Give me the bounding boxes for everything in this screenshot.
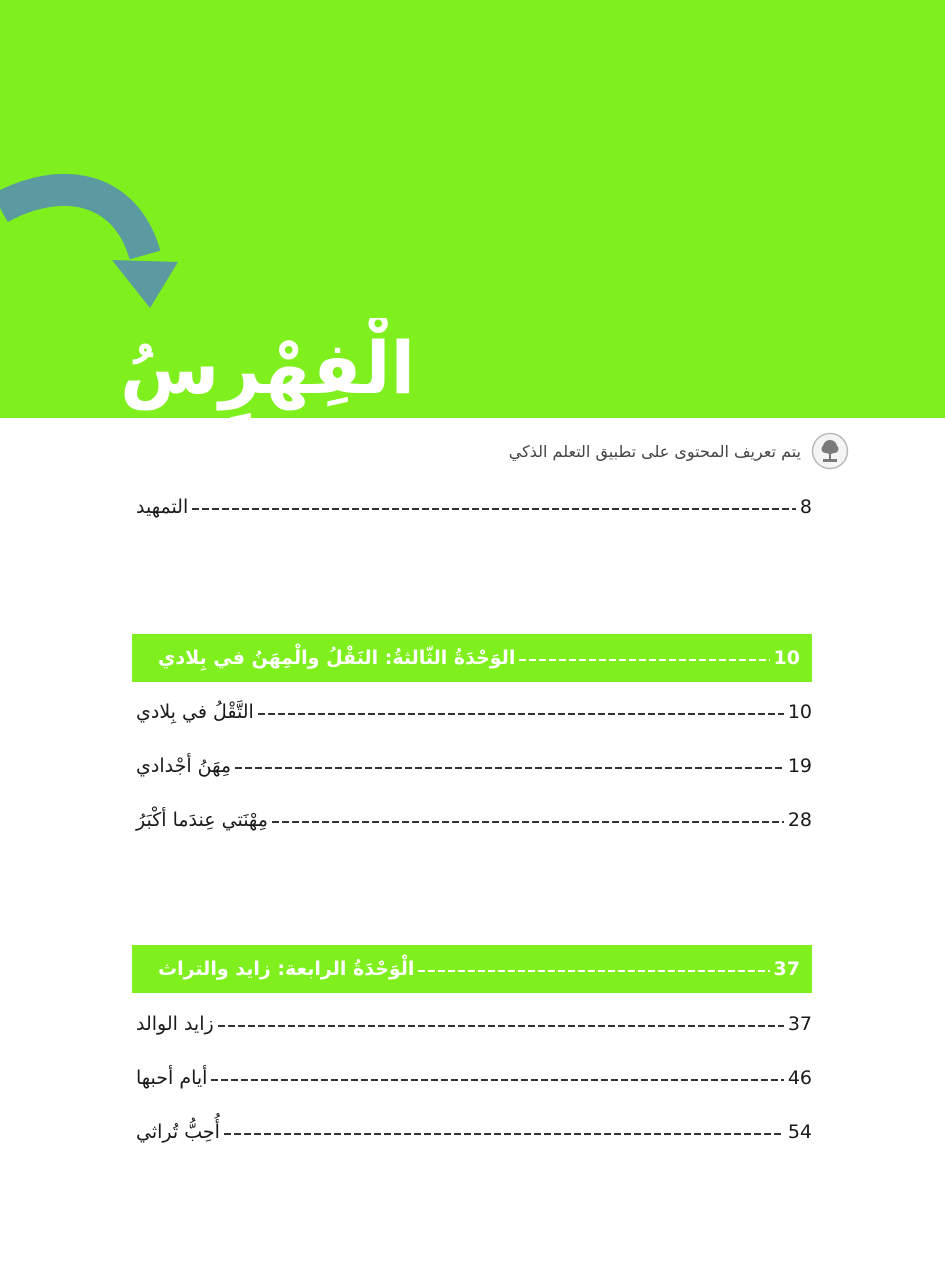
leader-dots [272, 821, 784, 823]
toc-row-lesson[interactable] [132, 1060, 812, 1096]
unit-4-header[interactable] [132, 945, 812, 993]
toc-entry-label: أيام أحبها [136, 1067, 208, 1089]
toc-page-number: 10 [773, 647, 800, 669]
unit-title: الوَحْدَةُ الثّالثةُ: النَقْلُ والْمِهَنُ في بِلادي [158, 647, 516, 669]
leader-dots [218, 1025, 784, 1027]
toc-page-number: 10 [787, 701, 812, 723]
leader-dots [519, 659, 769, 661]
unit-title: الْوَحْدَةُ الرابعة: زايد والتراث [158, 958, 415, 980]
toc-row-intro[interactable] [132, 489, 812, 525]
tree-logo-icon [811, 432, 849, 470]
toc-row-lesson[interactable] [132, 748, 812, 784]
toc-entry-label: التمهيد [136, 496, 189, 518]
toc-entry-label: مِهْنَتي عِندَما أكْبَرُ [136, 809, 268, 831]
leader-dots [211, 1079, 783, 1081]
table-of-contents [132, 0, 812, 1276]
toc-page-number: 28 [787, 809, 812, 831]
toc-entry-label: مِهَنُ أجْدادي [136, 755, 232, 777]
toc-entry-label: أُحِبُّ تُراثي [136, 1121, 220, 1143]
toc-page-number: 19 [787, 755, 812, 777]
toc-entry-label: زايد الوالد [136, 1013, 214, 1035]
toc-row-lesson[interactable] [132, 1114, 812, 1150]
leader-dots [418, 970, 769, 972]
toc-page-number: 46 [787, 1067, 812, 1089]
toc-row-lesson[interactable] [132, 694, 812, 730]
toc-entry-label: التَّقْلُ في بِلادي [136, 701, 254, 723]
leader-dots [224, 1133, 784, 1135]
toc-page-number: 8 [799, 496, 812, 518]
page-title: الْفِهْرِسُ [120, 326, 416, 410]
leader-dots [258, 713, 784, 715]
toc-row-lesson[interactable] [132, 802, 812, 838]
unit-3-header[interactable] [132, 634, 812, 682]
toc-row-lesson[interactable] [132, 1006, 812, 1042]
toc-page-number: 54 [787, 1121, 812, 1143]
toc-page-number: 37 [787, 1013, 812, 1035]
notice-text: يتم تعريف المحتوى على تطبيق التعلم الذكي [508, 441, 801, 461]
leader-dots [192, 508, 796, 510]
toc-page-number: 37 [773, 958, 800, 980]
leader-dots [235, 767, 784, 769]
